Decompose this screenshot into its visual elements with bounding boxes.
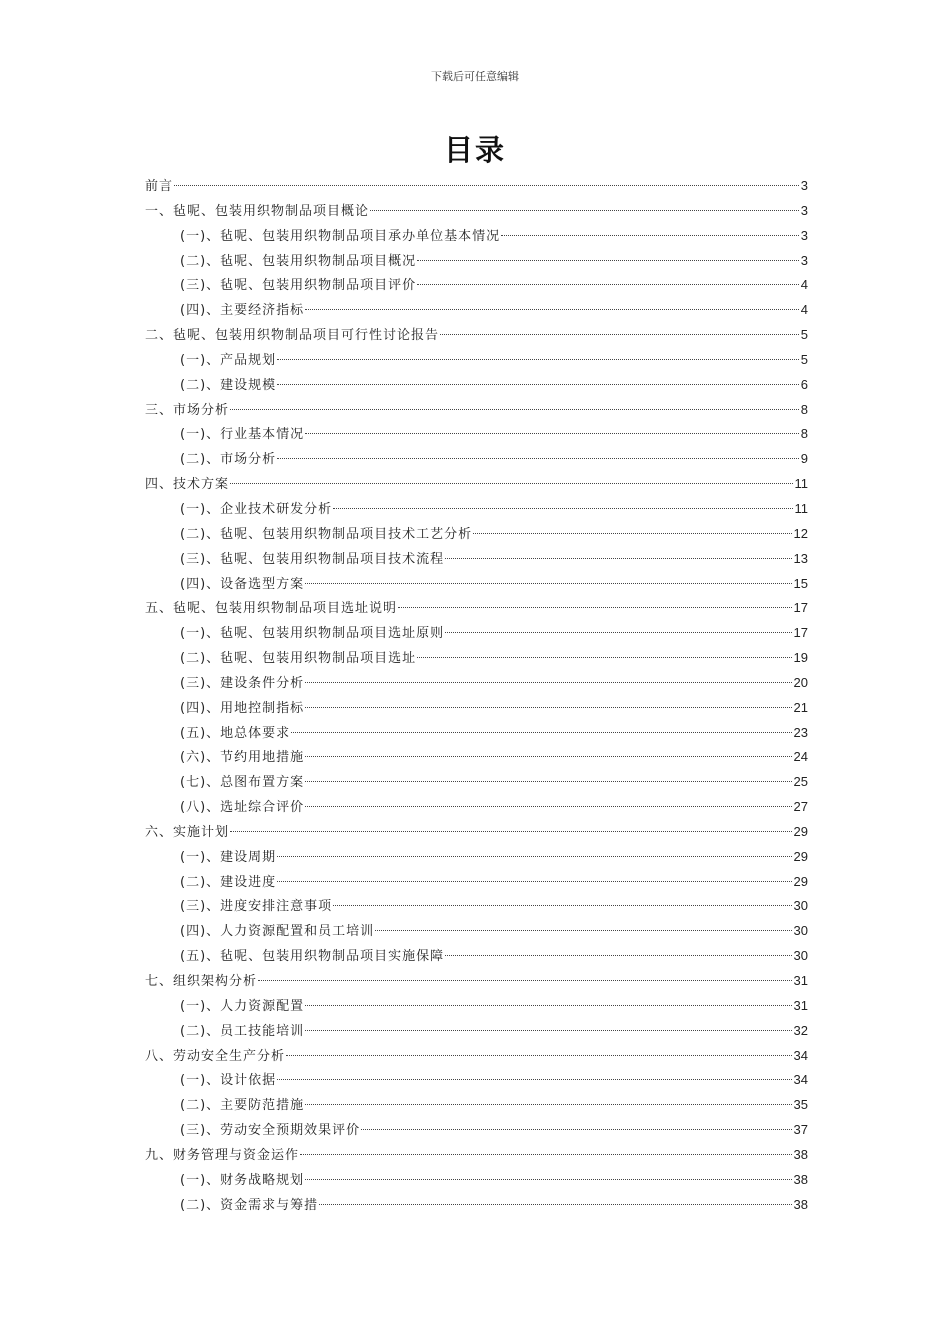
toc-entry-label: (五)、毡呢、包装用织物制品项目实施保障 (180, 949, 445, 965)
toc-dot-leader (305, 781, 791, 782)
toc-entry[interactable] (145, 547, 808, 572)
toc-entry-label: 五、毡呢、包装用织物制品项目选址说明 (145, 601, 398, 617)
toc-entry[interactable] (145, 994, 808, 1019)
toc-entry-page: 5 (800, 327, 808, 343)
toc-dot-leader (305, 707, 791, 708)
toc-entry[interactable] (145, 919, 808, 944)
toc-entry-label: (三)、毡呢、包装用织物制品项目评价 (180, 278, 417, 294)
toc-entry-page: 6 (800, 376, 808, 392)
toc-entry[interactable] (145, 969, 808, 994)
toc-entry[interactable] (145, 249, 808, 274)
toc-entry[interactable] (145, 770, 808, 795)
toc-entry-page: 3 (800, 252, 808, 268)
toc-dot-leader (286, 1055, 792, 1056)
toc-entry[interactable] (145, 398, 808, 423)
toc-entry-page: 24 (793, 749, 808, 765)
page-header: 下载后可任意编辑 (431, 70, 519, 83)
toc-dot-leader (174, 185, 799, 186)
toc-dot-leader (277, 856, 791, 857)
toc-entry-label: (四)、人力资源配置和员工培训 (180, 924, 375, 940)
toc-entry[interactable] (145, 1143, 808, 1168)
toc-dot-leader (230, 483, 792, 484)
toc-entry-page: 8 (800, 426, 808, 442)
toc-entry[interactable] (145, 646, 808, 671)
toc-entry-page: 35 (793, 1097, 808, 1113)
toc-entry[interactable] (145, 845, 808, 870)
toc-entry-label: (一)、毡呢、包装用织物制品项目承办单位基本情况 (180, 228, 501, 244)
toc-dot-leader (305, 1179, 791, 1180)
toc-dot-leader (445, 955, 791, 956)
toc-dot-leader (277, 1079, 791, 1080)
toc-entry[interactable] (145, 1019, 808, 1044)
toc-entry[interactable] (145, 522, 808, 547)
toc-entry-label: (二)、毡呢、包装用织物制品项目概况 (180, 253, 417, 269)
toc-entry-page: 38 (793, 1146, 808, 1162)
toc-entry[interactable] (145, 721, 808, 746)
toc-entry-label: (二)、主要防范措施 (180, 1098, 305, 1114)
toc-entry-label: 七、组织架构分析 (145, 974, 258, 989)
toc-entry-label: (二)、资金需求与筹措 (180, 1197, 319, 1213)
toc-entry[interactable] (145, 820, 808, 845)
toc-entry-label: (三)、建设条件分析 (180, 675, 305, 691)
toc-entry-label: (二)、毡呢、包装用织物制品项目技术工艺分析 (180, 526, 473, 542)
toc-entry-label: (二)、建设规模 (180, 377, 277, 393)
toc-entry-page: 4 (800, 302, 808, 318)
toc-dot-leader (230, 409, 799, 410)
toc-dot-leader (305, 1104, 791, 1105)
toc-entry-page: 12 (793, 525, 808, 541)
toc-entry-page: 31 (793, 973, 808, 988)
toc-entry[interactable] (145, 696, 808, 721)
toc-dot-leader (277, 384, 799, 385)
toc-entry-label: (五)、地总体要求 (180, 725, 291, 741)
toc-dot-leader (258, 980, 792, 981)
toc-entry-label: (一)、企业技术研发分析 (180, 501, 333, 517)
toc-entry-label: (一)、产品规划 (180, 352, 277, 368)
toc-entry-label: (六)、节约用地措施 (180, 750, 305, 766)
toc-dot-leader (305, 806, 791, 807)
toc-entry[interactable] (145, 422, 808, 447)
toc-entry[interactable] (145, 596, 808, 621)
toc-dot-leader (398, 607, 792, 608)
toc-dot-leader (305, 1005, 791, 1006)
toc-entry-page: 30 (793, 898, 808, 914)
toc-entry-page: 20 (793, 674, 808, 690)
toc-entry-page: 9 (800, 451, 808, 467)
toc-entry[interactable] (145, 745, 808, 770)
toc-dot-leader (305, 682, 791, 683)
toc-entry-label: (二)、毡呢、包装用织物制品项目选址 (180, 651, 417, 667)
toc-dot-leader (319, 1204, 791, 1205)
toc-entry[interactable] (145, 273, 808, 298)
toc-entry-page: 13 (793, 550, 808, 566)
toc-entry[interactable] (145, 944, 808, 969)
toc-entry[interactable] (145, 497, 808, 522)
toc-entry-page: 34 (793, 1047, 808, 1063)
toc-entry-page: 25 (793, 774, 808, 790)
toc-dot-leader (445, 632, 791, 633)
toc-entry-page: 37 (793, 1122, 808, 1138)
toc-entry-page: 17 (793, 600, 808, 616)
toc-dot-leader (300, 1154, 792, 1155)
toc-dot-leader (277, 359, 799, 360)
toc-entry[interactable] (145, 1168, 808, 1193)
toc-entry-label: (一)、人力资源配置 (180, 998, 305, 1014)
toc-entry-label: (四)、主要经济指标 (180, 303, 305, 319)
toc-entry-label: 四、技术方案 (145, 477, 230, 493)
toc-entry[interactable] (145, 174, 808, 199)
toc-entry-page: 3 (800, 202, 808, 218)
toc-entry-label: (一)、财务战略规划 (180, 1172, 305, 1188)
toc-entry[interactable] (145, 1193, 808, 1218)
toc-entry-label: (一)、建设周期 (180, 849, 277, 865)
toc-entry-label: (八)、选址综合评价 (180, 800, 305, 816)
toc-dot-leader (417, 284, 799, 285)
toc-entry-page: 15 (793, 575, 808, 591)
toc-entry[interactable] (145, 224, 808, 249)
toc-entry-page: 30 (793, 948, 808, 964)
toc-entry[interactable] (145, 1118, 808, 1143)
toc-entry[interactable] (145, 621, 808, 646)
toc-entry-label: (二)、员工技能培训 (180, 1023, 305, 1039)
toc-entry[interactable] (145, 1044, 808, 1069)
toc-entry-label: 前言 (145, 179, 174, 194)
toc-entry[interactable] (145, 870, 808, 895)
toc-dot-leader (473, 533, 791, 534)
toc-dot-leader (277, 458, 799, 459)
toc-entry-page: 23 (793, 724, 808, 740)
toc-entry-page: 8 (800, 401, 808, 417)
toc-entry[interactable] (145, 447, 808, 472)
toc-entry-page: 29 (793, 848, 808, 864)
toc-entry[interactable] (145, 472, 808, 497)
toc-entry-label: 九、财务管理与资金运作 (145, 1147, 300, 1163)
toc-entry[interactable] (145, 671, 808, 696)
toc-entry-page: 11 (794, 476, 808, 492)
toc-entry-page: 3 (800, 227, 808, 243)
toc-entry-label: (一)、行业基本情况 (180, 427, 305, 443)
toc-dot-leader (501, 235, 799, 236)
toc-entry-page: 29 (793, 873, 808, 889)
toc-entry-label: 三、市场分析 (145, 402, 230, 418)
toc-entry-label: (三)、劳动安全预期效果评价 (180, 1123, 361, 1139)
toc-entry-page: 4 (800, 277, 808, 293)
toc-dot-leader (417, 260, 799, 261)
toc-entry-page: 31 (793, 997, 808, 1013)
toc-entry-page: 30 (793, 923, 808, 939)
toc-entry-label: (四)、用地控制指标 (180, 700, 305, 716)
toc-dot-leader (361, 1129, 791, 1130)
toc-entry[interactable] (145, 323, 808, 348)
toc-dot-leader (417, 657, 791, 658)
toc-entry[interactable] (145, 795, 808, 820)
toc-entry[interactable] (145, 1093, 808, 1118)
toc-entry-label: 二、毡呢、包装用织物制品项目可行性讨论报告 (145, 328, 440, 344)
toc-entry-page: 38 (793, 1196, 808, 1212)
toc-entry-label: (四)、设备选型方案 (180, 576, 305, 592)
toc-entry-page: 21 (793, 699, 808, 715)
toc-entry[interactable] (145, 348, 808, 373)
toc-entry-label: (三)、毡呢、包装用织物制品项目技术流程 (180, 551, 445, 567)
toc-dot-leader (230, 831, 792, 832)
toc-entry-page: 11 (794, 500, 808, 516)
toc-entry-label: 六、实施计划 (145, 824, 230, 840)
toc-dot-leader (305, 309, 799, 310)
toc-entry[interactable] (145, 298, 808, 323)
toc-entry[interactable] (145, 199, 808, 224)
toc-entry-page: 27 (793, 799, 808, 815)
toc-dot-leader (277, 881, 791, 882)
toc-entry-page: 29 (793, 823, 808, 839)
toc-entry-page: 5 (800, 351, 808, 367)
toc-dot-leader (440, 334, 799, 335)
toc-dot-leader (333, 905, 791, 906)
toc-entry-page: 38 (793, 1171, 808, 1187)
toc-entry-label: 一、毡呢、包装用织物制品项目概论 (145, 203, 370, 219)
toc-entry-label: (三)、进度安排注意事项 (180, 899, 333, 915)
toc-entry-label: (二)、市场分析 (180, 452, 277, 468)
toc-entry-page: 32 (793, 1022, 808, 1038)
toc-entry-label: (七)、总图布置方案 (180, 775, 305, 791)
toc-title: 目录 (443, 133, 506, 167)
toc-list (145, 174, 808, 1217)
toc-entry-label: (一)、设计依据 (180, 1073, 277, 1089)
toc-entry[interactable] (145, 373, 808, 398)
toc-entry-page: 17 (793, 625, 808, 641)
toc-entry-label: (一)、毡呢、包装用织物制品项目选址原则 (180, 626, 445, 642)
toc-entry-page: 3 (800, 178, 808, 193)
toc-dot-leader (305, 433, 799, 434)
toc-entry-page: 34 (793, 1072, 808, 1088)
toc-dot-leader (375, 930, 791, 931)
toc-entry-page: 19 (793, 650, 808, 666)
toc-entry[interactable] (145, 572, 808, 597)
toc-dot-leader (445, 558, 791, 559)
toc-dot-leader (370, 210, 799, 211)
toc-dot-leader (305, 1030, 791, 1031)
toc-dot-leader (305, 756, 791, 757)
toc-entry[interactable] (145, 1068, 808, 1093)
toc-dot-leader (291, 732, 791, 733)
toc-entry-label: (二)、建设进度 (180, 874, 277, 890)
toc-dot-leader (333, 508, 792, 509)
toc-entry[interactable] (145, 894, 808, 919)
toc-entry-label: 八、劳动安全生产分析 (145, 1048, 286, 1064)
toc-dot-leader (305, 583, 791, 584)
